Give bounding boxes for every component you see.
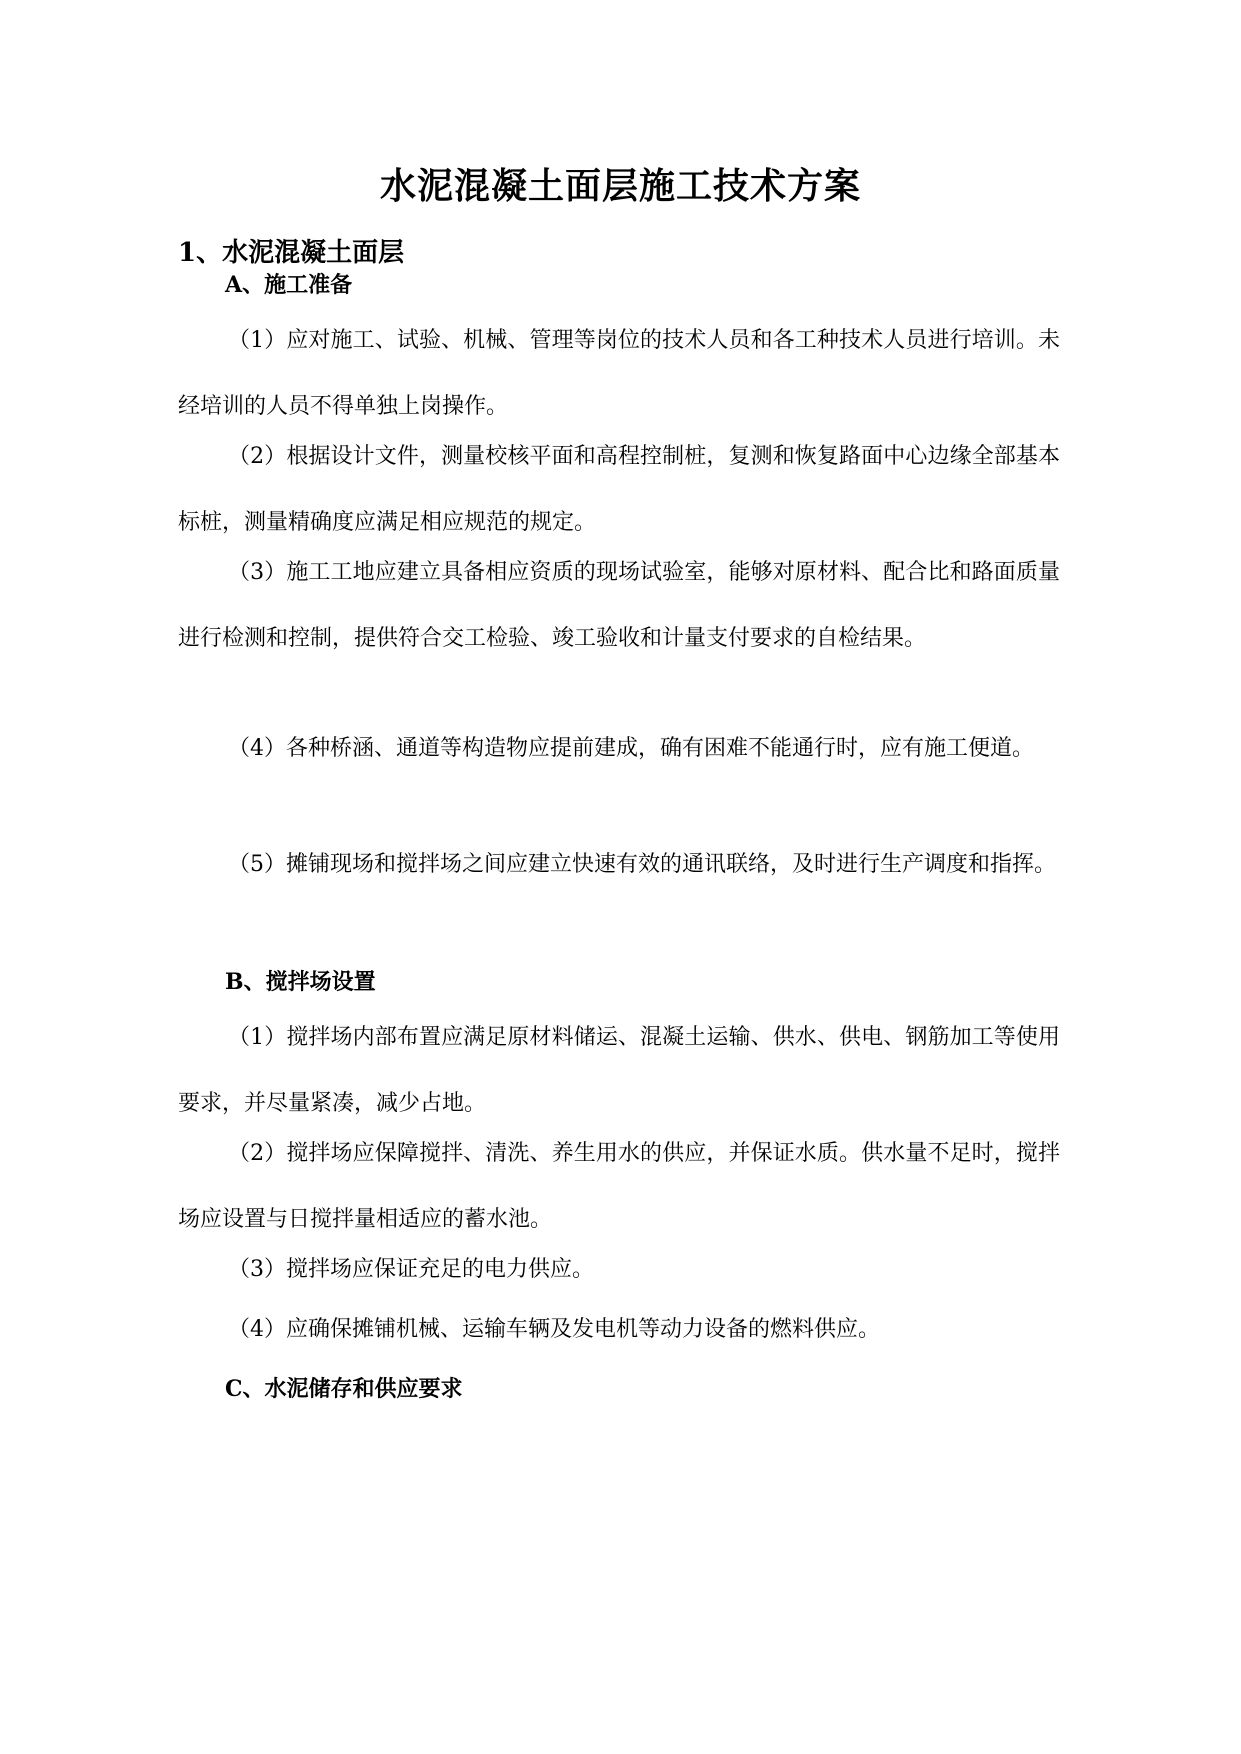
paragraph-a3: （3）施工工地应建立具备相应资质的现场试验室，能够对原材料、配合比和路面质量进行检测和控制，提供符合交工检验、竣工验收和计量支付要求的自检结果。 xyxy=(178,560,1060,651)
paragraph-b1: （1）搅拌场内部布置应满足原材料储运、混凝土运输、供水、供电、钢筋加工等使用要求，并尽量紧凑，减少占地。 xyxy=(178,1025,1060,1116)
section-1-heading: 1、水泥混凝土面层 xyxy=(178,238,405,268)
document-title: 水泥混凝土面层施工技术方案 xyxy=(379,165,861,207)
paragraph-b4: （4）应确保摊铺机械、运输车辆及发电机等动力设备的燃料供应。 xyxy=(228,1317,880,1342)
paragraph-a1: （1）应对施工、试验、机械、管理等岗位的技术人员和各工种技术人员进行培训。未经培训的人员不得单独上岗操作。 xyxy=(178,328,1060,419)
paragraph-b3: （3）搅拌场应保证充足的电力供应。 xyxy=(228,1257,594,1282)
subsection-a-heading: A、施工准备 xyxy=(225,272,353,298)
subsection-c-heading: C、水泥储存和供应要求 xyxy=(225,1376,463,1402)
paragraph-a4: （4）各种桥涵、通道等构造物应提前建成，确有困难不能通行时，应有施工便道。 xyxy=(228,736,1034,761)
paragraph-b2: （2）搅拌场应保障搅拌、清洗、养生用水的供应，并保证水质。供水量不足时，搅拌场应设置与日搅拌量相适应的蓄水池。 xyxy=(178,1141,1060,1232)
subsection-b-heading: B、搅拌场设置 xyxy=(225,969,376,995)
paragraph-a2: （2）根据设计文件，测量校核平面和高程控制桩，复测和恢复路面中心边缘全部基本标桩，测量精确度应满足相应规范的规定。 xyxy=(178,444,1060,535)
paragraph-a5: （5）摊铺现场和搅拌场之间应建立快速有效的通讯联络，及时进行生产调度和指挥。 xyxy=(228,852,1056,877)
